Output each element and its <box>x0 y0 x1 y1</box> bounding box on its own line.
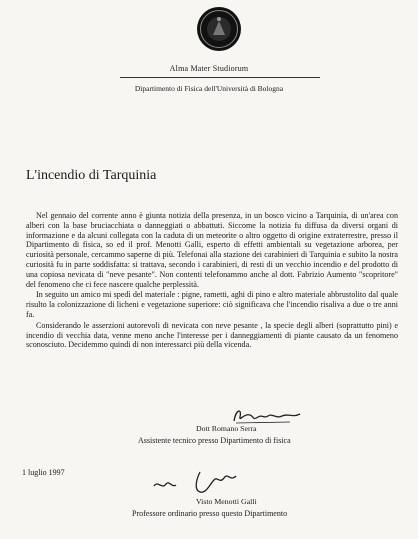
header-divider <box>120 77 320 78</box>
institution-name: Alma Mater Studiorum <box>169 64 249 73</box>
paragraph: Nel gennaio del corrente anno è giunta notizia della presenza, in un bosco vicino a Tarquinia, di un'area con alberi con la base bruciacchiata o danneggiati o abbattuti. Siccome la notizia fu diffusa da diversi organi di informazione e da alcuni collegata con la caduta di un meteorite o altro oggetto di origine extraterrestre, presso il Dipartimento di fisica, so ed il prof. Menotti Galli, esperto di effetti ambientali su vegetazione arborea, per curiosità personale, cercammo saperne di più. Telefonai alla stazione dei carabinieri di Tarquinia e subito la nostra curiosità fu in parte soddisfatta: si trattava, secondo i carabinieri, di resti di un vecchio incendio e del prodotto di una copiosa nevicata di "neve pesante". Non contenti telefonammo anche al dott. Fabrizio Aumento "scopritore" del fenomeno che ci fece nascere qualche perplessità. <box>26 211 398 289</box>
document-body <box>26 211 398 350</box>
university-seal-icon <box>196 6 242 52</box>
handwritten-signature-galli <box>150 466 240 496</box>
paragraph: In seguito un amico mi spedì del materiale : pigne, rametti, aghi di pino e altro materiale abbrustolito dal quale risulto la colonizzazione di licheni e vegetazione superiore: ciò significava che l'incendio risaliva a due o tre anni fa. <box>26 290 398 319</box>
document-date: 1 luglio 1997 <box>22 468 65 477</box>
signatory-role: Professore ordinario presso questo Dipartimento <box>132 509 288 518</box>
signatory-name: Dott Romano Serra <box>196 424 257 433</box>
signatory-name: Visto Menotti Galli <box>196 497 257 506</box>
department-name: Dipartimento di Fisica dell'Università di Bologna <box>134 84 284 93</box>
signatory-role: Assistente tecnico presso Dipartimento di fisica <box>138 436 291 445</box>
paragraph: Considerando le asserzioni autorevoli di nevicata con neve pesante , la specie degli alberi (soprattutto pini) e incendio di vecchia data, venne meno anche l'interesse per i danneggiamenti di piante causato da un fenomeno sconosciuto. Decidemmo quindi di non interessarci più della vicenda. <box>26 320 398 350</box>
document-title: L'incendio di Tarquinia <box>26 168 157 183</box>
